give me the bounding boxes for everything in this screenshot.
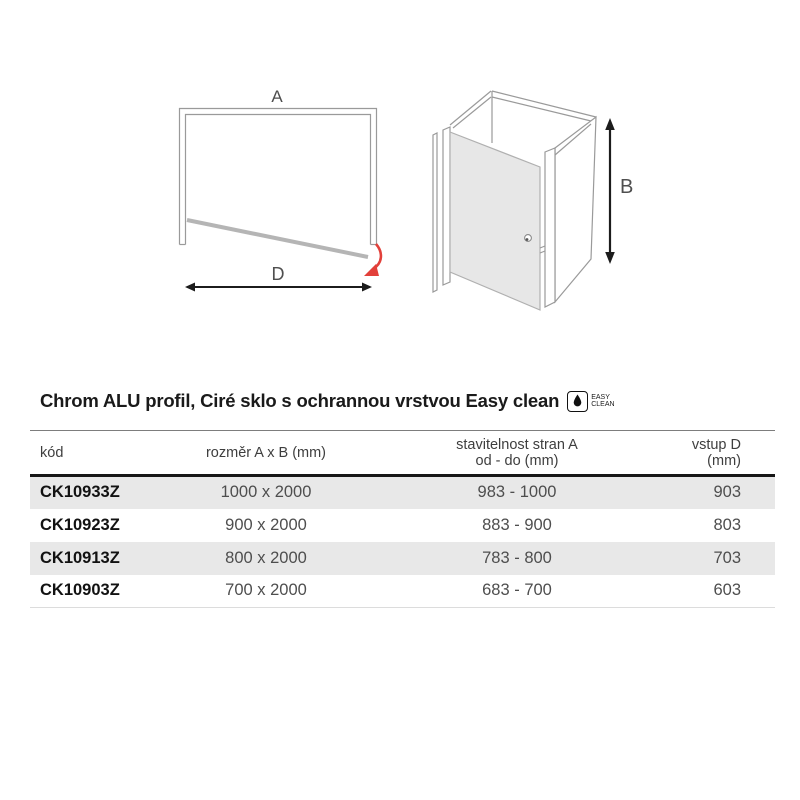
spec-table — [30, 430, 775, 608]
top-view-diagram — [150, 80, 410, 310]
dimension-a-label: A — [271, 87, 283, 106]
cell-stavitelnost: 883 - 900 — [482, 515, 552, 534]
cell-kod: CK10933Z — [40, 483, 120, 502]
perspective-diagram — [420, 80, 660, 330]
dimension-b-label: B — [620, 176, 634, 198]
page-title: Chrom ALU profil, Ciré sklo s ochrannou vrstvou Easy clean — [40, 390, 560, 411]
header-line: stavitelnost stran A — [456, 437, 578, 453]
easy-clean-line1: EASY — [591, 393, 610, 401]
door-panel-line — [187, 220, 368, 257]
header-line: od - do (mm) — [475, 453, 559, 469]
table-row — [30, 542, 775, 575]
easy-clean-line2: CLEAN — [591, 401, 615, 408]
table-row — [30, 575, 775, 608]
cell-stavitelnost: 983 - 1000 — [477, 483, 557, 502]
cell-kod: CK10913Z — [40, 548, 120, 567]
cell-stavitelnost: 783 - 800 — [482, 548, 552, 567]
col-header-kod: kód — [30, 431, 141, 476]
swing-arrow-icon — [364, 244, 381, 276]
hinge-line — [540, 246, 545, 253]
door-knob-icon — [525, 235, 532, 242]
header-row — [30, 431, 775, 476]
cell-vstup: 603 — [643, 575, 775, 608]
col-header-vstup — [643, 431, 775, 476]
dimension-b-arrow — [605, 118, 615, 264]
cell-kod: CK10903Z — [30, 575, 141, 608]
cell-vstup: 803 — [713, 515, 741, 534]
glass-door-panel — [450, 132, 540, 310]
cell-stavitelnost: 683 - 700 — [391, 575, 643, 608]
cell-vstup: 903 — [713, 483, 741, 502]
cell-rozmer: 700 x 2000 — [141, 575, 391, 608]
easy-clean-icon — [567, 391, 614, 412]
dimension-d-label: D — [271, 264, 285, 284]
cell-rozmer: 800 x 2000 — [225, 548, 307, 567]
spec-table-wrap — [30, 430, 775, 608]
droplet-icon — [567, 391, 588, 412]
cell-rozmer: 900 x 2000 — [225, 515, 307, 534]
cell-rozmer: 1000 x 2000 — [220, 483, 312, 502]
header-line: (mm) — [707, 453, 741, 469]
cell-kod: CK10923Z — [40, 515, 120, 534]
easy-clean-label — [591, 394, 614, 409]
header-line: vstup D — [691, 437, 741, 453]
table-row — [30, 509, 775, 542]
cell-vstup: 703 — [713, 548, 741, 567]
col-header-stavitelnost — [391, 431, 643, 476]
title-row — [40, 390, 760, 412]
col-header-rozmer: rozměr A x B (mm) — [141, 431, 391, 476]
table-row — [30, 476, 775, 509]
